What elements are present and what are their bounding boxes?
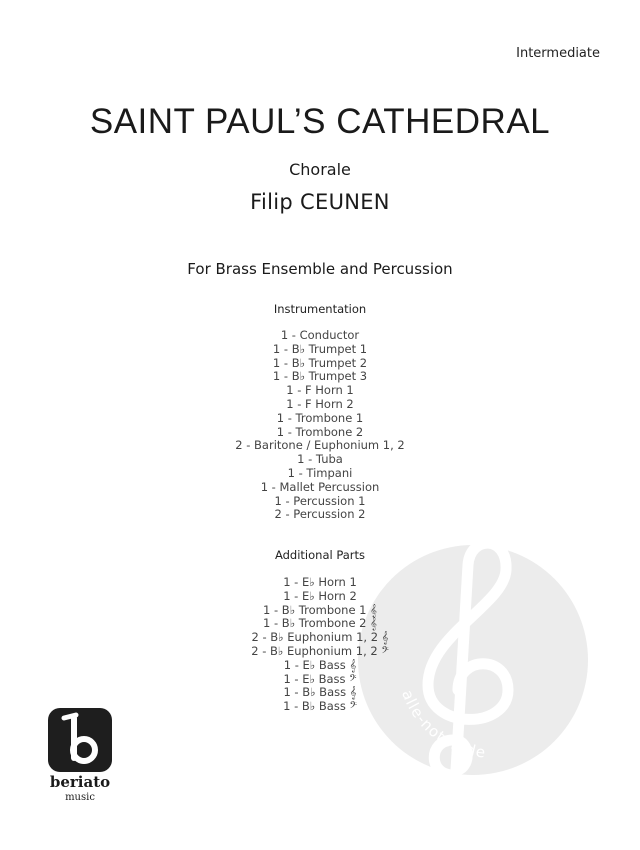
watermark-text: alle-noten.de (398, 687, 488, 762)
list-item: 1 - B♭ Bass 𝄞 (283, 685, 357, 700)
list-item: 1 - B♭ Trumpet 2 (272, 355, 368, 370)
list-item: 1 - Tuba (297, 452, 343, 467)
list-item: 2 - Baritone / Euphonium 1, 2 (235, 438, 405, 453)
list-item: 1 - Mallet Percussion (260, 479, 380, 494)
list-item: 1 - F Horn 2 (286, 396, 354, 411)
list-item: 1 - Timpani (287, 465, 353, 480)
difficulty-level: Intermediate (516, 46, 600, 61)
list-item: 2 - Percussion 2 (274, 507, 366, 522)
list-item: 1 - E♭ Horn 1 (283, 575, 357, 589)
page-title: SAINT PAUL’S CATHEDRAL (89, 102, 551, 141)
list-item: 1 - B♭ Trombone 2 𝄞 (263, 616, 377, 631)
publisher-name: beriato (49, 773, 111, 791)
list-item: 1 - Conductor (280, 328, 360, 342)
list-item: 1 - B♭ Trombone 1 𝄞 (263, 602, 377, 617)
list-item: 2 - B♭ Euphonium 1, 2 𝄢 (251, 643, 389, 658)
scoring: For Brass Ensemble and Percussion (187, 260, 453, 278)
list-item: 1 - F Horn 1 (286, 383, 354, 398)
list-item: 1 - Trombone 2 (276, 424, 364, 439)
additional-parts-list (0, 576, 640, 714)
instrumentation-list (0, 329, 640, 522)
list-item: 1 - Percussion 1 (274, 493, 366, 508)
list-item: 1 - E♭ Bass 𝄢 (283, 671, 357, 686)
list-item: 1 - E♭ Bass 𝄞 (283, 657, 357, 672)
composer: Filip CEUNEN (250, 190, 390, 214)
instrumentation-heading: Instrumentation (273, 302, 367, 316)
additional-parts-heading: Additional Parts (274, 548, 366, 562)
list-item: 2 - B♭ Euphonium 1, 2 𝄞 (251, 630, 389, 645)
list-item: 1 - Trombone 1 (276, 410, 364, 425)
list-item: 1 - B♭ Trumpet 3 (272, 369, 368, 384)
list-item: 1 - B♭ Trumpet 1 (272, 341, 368, 356)
list-item: 1 - E♭ Horn 2 (283, 588, 357, 603)
list-item: 1 - B♭ Bass 𝄢 (283, 699, 357, 714)
subtitle: Chorale (289, 160, 351, 179)
publisher-sub: music (65, 792, 95, 803)
